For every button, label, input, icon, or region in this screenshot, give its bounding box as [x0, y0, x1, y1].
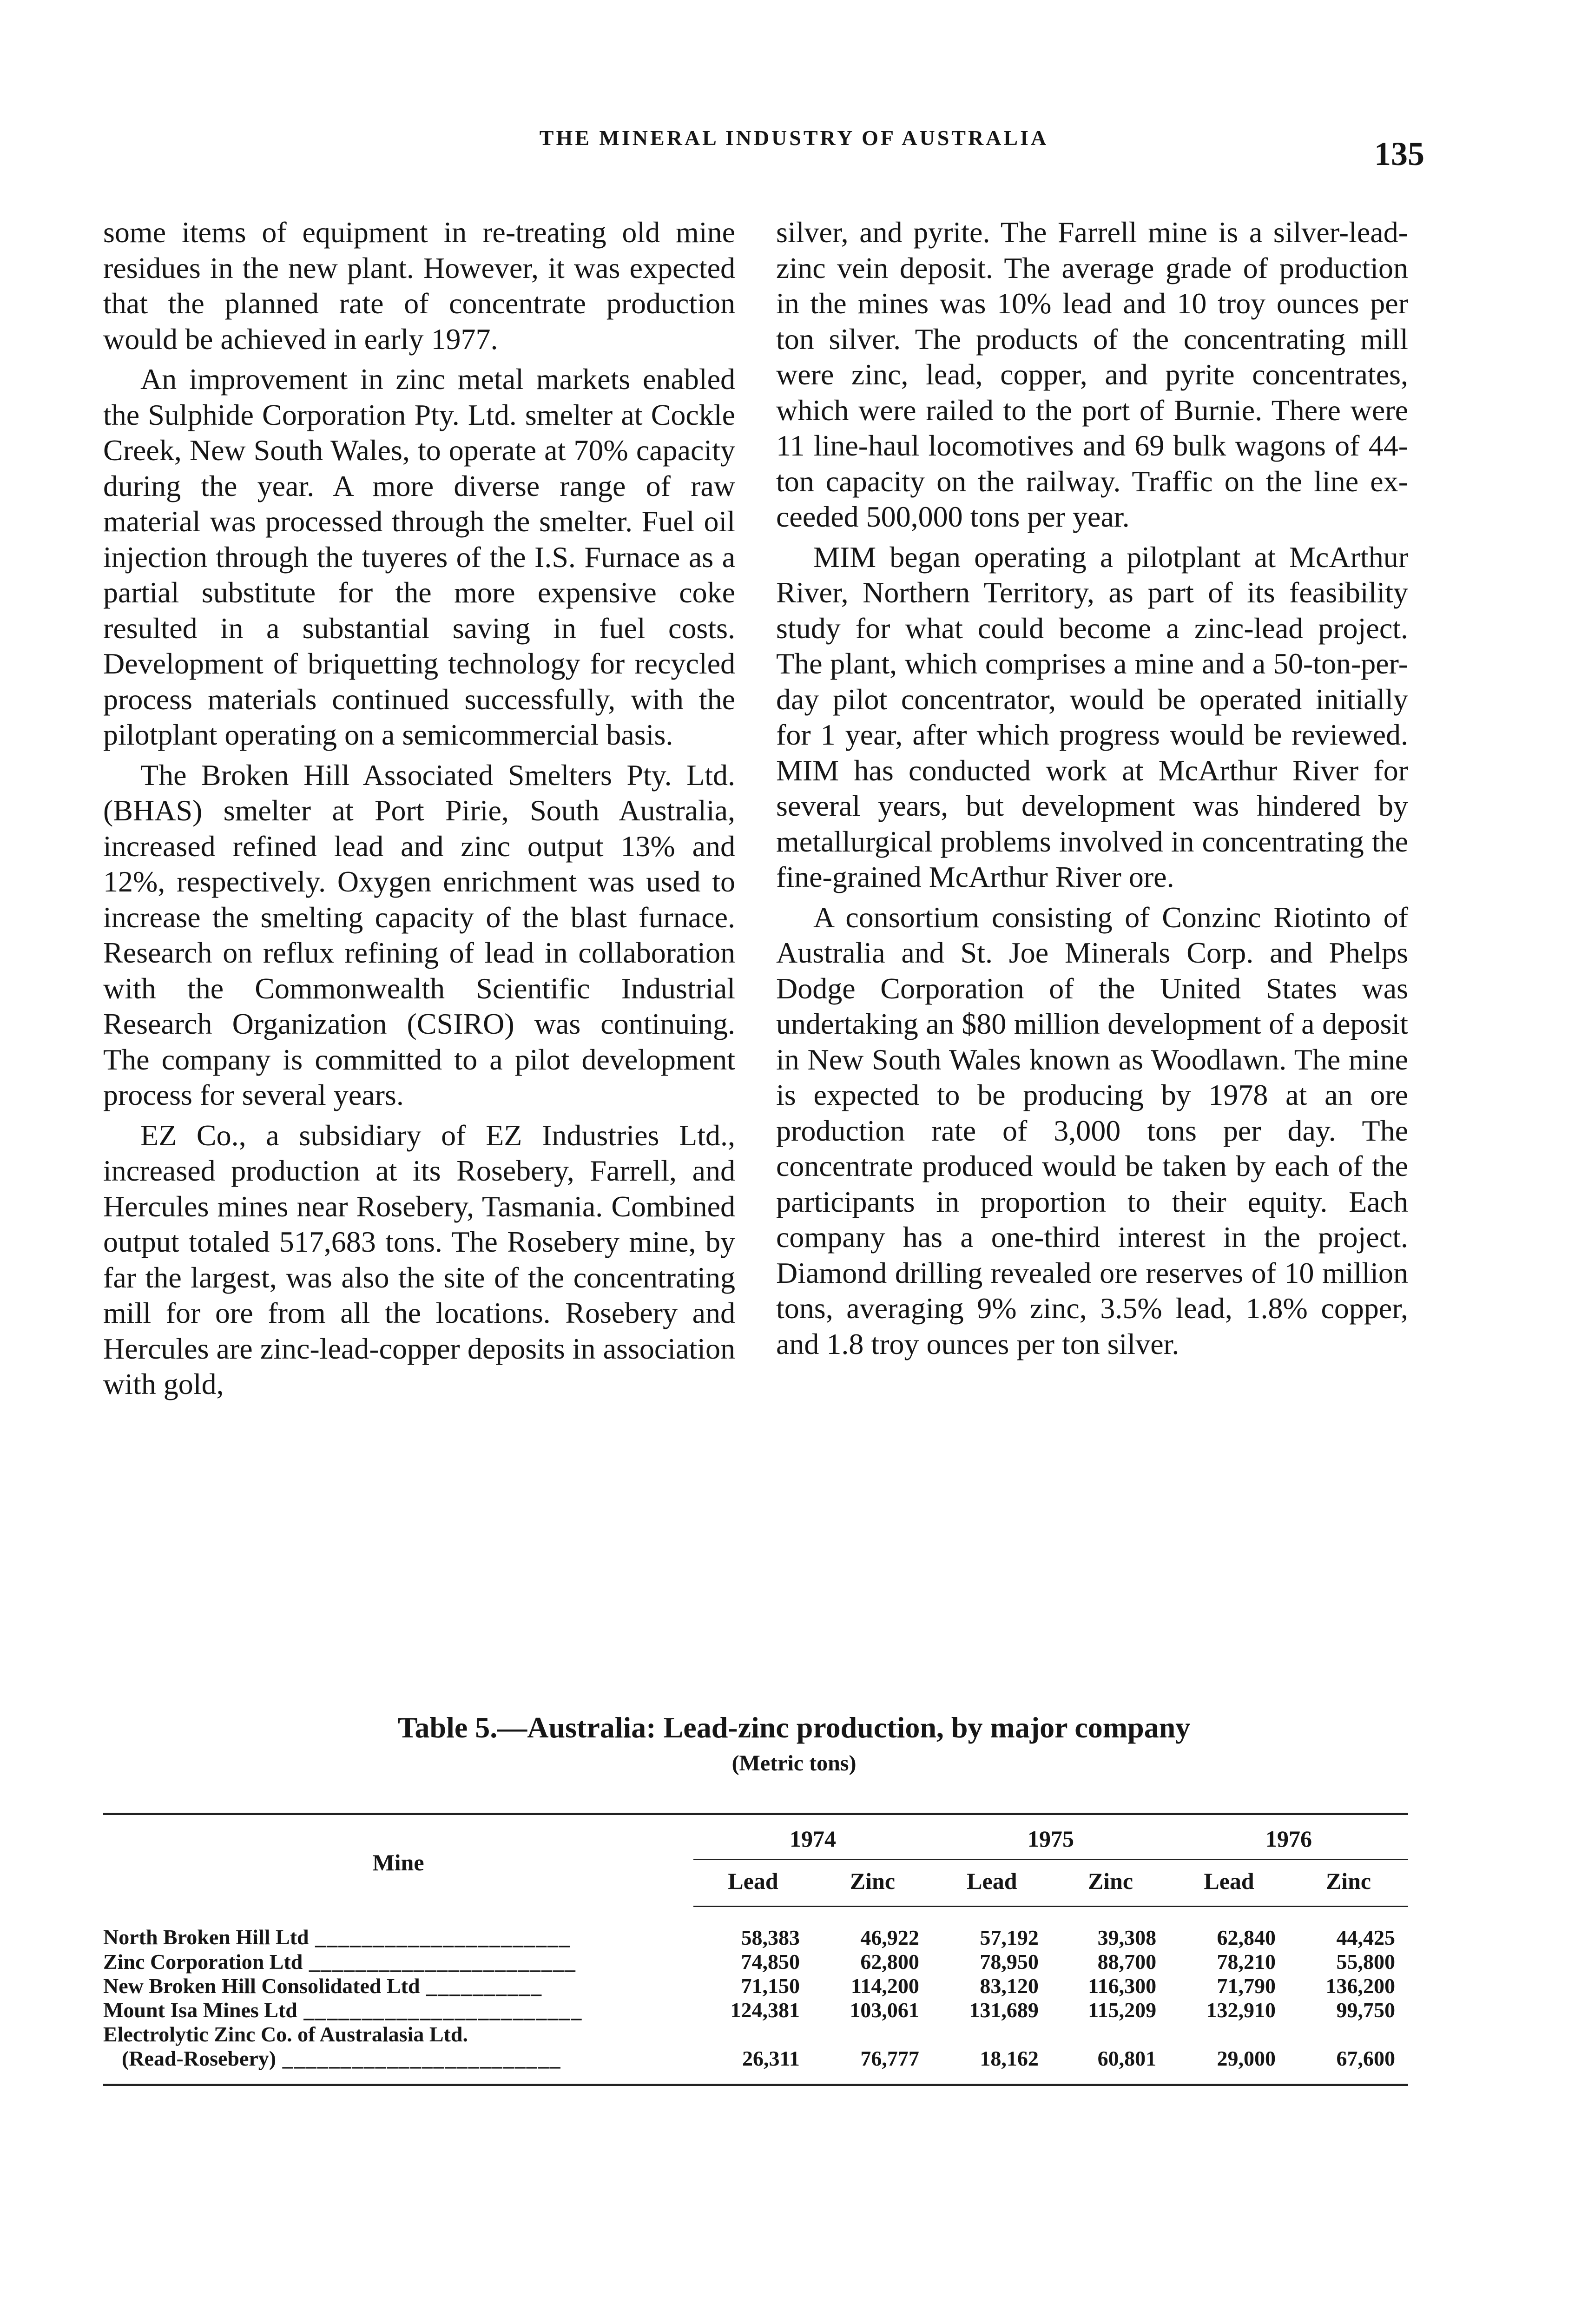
table-title: Table 5.—Australia: Lead-zinc production, by major company [397, 1711, 1191, 1744]
table-cell: 44,425 [1336, 1926, 1395, 1949]
table-row [103, 1907, 1408, 1950]
table-cell: 46,922 [860, 1926, 919, 1949]
running-head: THE MINERAL INDUSTRY OF AUSTRALIA [539, 126, 1049, 150]
subheader-zinc: Zinc [1289, 1860, 1408, 1907]
table-subtitle: (Metric tons) [731, 1751, 857, 1776]
body-text [103, 215, 1408, 1402]
table-cell: 136,200 [1325, 1974, 1395, 1998]
table-cell [813, 2022, 932, 2047]
paragraph: A consortium consisting of Conzinc Riotinto of Australia and St. Joe Minerals Corp. and Phelps Dodge Corporation of the United States was undertaking an $80 million development of a deposit in New South Wales known as Woodlawn. The mine is expected to be producing by 1978 at an ore production rate of 3,000 tons per day. The concentrate produced would be taken by each of the participants in proportion to their equity. Each company has a one-third interest in the project. Diamond drilling revealed ore reserves of 10 million tons, averaging 9% zinc, 3.5% lead, 1.8% copper, and 1.8 troy ounces per ton silver. [776, 900, 1408, 1360]
production-table [103, 1813, 1408, 2086]
table-cell: 26,311 [693, 2047, 813, 2085]
table-cell [1052, 2022, 1169, 2047]
table-row [103, 1998, 1408, 2022]
table-cell: 132,910 [1206, 1998, 1276, 2022]
table-cell: 76,777 [813, 2047, 932, 2085]
table-row [103, 1974, 1408, 1998]
table-cell: 78,950 [980, 1950, 1039, 1974]
mine-name: Electrolytic Zinc Co. of Australasia Ltd. [103, 2022, 468, 2046]
paragraph: EZ Co., a subsidiary of EZ Industries Ltd., increased production at its Rosebery, Farrell, and Hercules mines near Rosebery, Tasmania. Combined output totaled 517,683 tons. The Rosebery mine, by far the largest, was also the site of the concentrating mill for ore from all the locations. Rosebery and Hercules are zinc-lead-copper deposits in association with gold, [103, 1118, 735, 1400]
mine-name: North Broken Hill Ltd ______________________ [103, 1925, 571, 1949]
table-row [103, 2022, 1408, 2047]
paragraph: some items of equipment in re-treating old mine residues in the new plant. However, it was expected that the planned rate of concentrate production would be achieved in early 1977. [103, 216, 735, 356]
year-header-1975: 1975 [932, 1814, 1169, 1860]
table-cell: 55,800 [1336, 1950, 1395, 1974]
mine-column-header: Mine [103, 1814, 693, 1907]
table-cell: 18,162 [932, 2047, 1052, 2085]
table-cell: 131,689 [969, 1998, 1039, 2022]
table-cell: 103,061 [850, 1998, 919, 2022]
table-cell [1169, 2022, 1289, 2047]
mine-name: Mount Isa Mines Ltd ________________________ [103, 1998, 583, 2022]
table-cell: 71,790 [1217, 1974, 1276, 1998]
subheader-lead: Lead [693, 1860, 813, 1907]
table-cell: 116,300 [1088, 1974, 1157, 1998]
table-cell: 57,192 [980, 1926, 1039, 1949]
table-cell: 124,381 [730, 1998, 800, 2022]
year-header-1974: 1974 [693, 1814, 932, 1860]
table-cell: 62,800 [860, 1950, 919, 1974]
subheader-lead: Lead [1169, 1860, 1289, 1907]
table-cell [932, 2022, 1052, 2047]
subheader-zinc: Zinc [813, 1860, 932, 1907]
table-cell: 99,750 [1336, 1998, 1395, 2022]
table-cell: 114,200 [850, 1974, 919, 1998]
table-cell: 39,308 [1097, 1926, 1157, 1949]
table-cell: 60,801 [1052, 2047, 1169, 2085]
mine-name: (Read-Rosebery) ________________________ [103, 2047, 693, 2085]
table-cell: 29,000 [1169, 2047, 1289, 2085]
table-cell: 83,120 [980, 1974, 1039, 1998]
subheader-zinc: Zinc [1052, 1860, 1169, 1907]
table-cell [1289, 2022, 1408, 2047]
left-column [103, 215, 735, 1402]
mine-name: New Broken Hill Consolidated Ltd __________ [103, 1974, 543, 1998]
table-cell: 78,210 [1217, 1950, 1276, 1974]
page-number: 135 [1374, 135, 1424, 172]
paragraph: MIM began operating a pilotplant at McArthur River, Northern Territory, as part of its feasibility study for what could become a zinc-lead project. The plant, which comprises a mine and a 50-ton-per-day pilot concentrator, would be operated initially for 1 year, after which progress would be reviewed. MIM has conducted work at McArthur River for several years, but development was hindered by metallurgical problems involved in concentrating the fine-grained McArthur River ore. [776, 540, 1408, 893]
table-cell: 74,850 [741, 1950, 800, 1974]
lead-zinc-table [103, 1813, 1408, 2086]
paragraph: An improvement in zinc metal markets enabled the Sulphide Corporation Pty. Ltd. smelter at Cockle Creek, New South Wales, to operate at 70% capacity during the year. A more diverse range of raw material was processed through the smelter. Fuel oil injection through the tuyeres of the I.S. Furnace as a partial substitute for the more expensive coke resulted in a substantial saving in fuel costs. Development of briquetting technology for recycled process materials continued successfully, with the pilotplant operating on a semicommercial basis. [103, 363, 735, 751]
mine-name: Zinc Corporation Ltd _______________________ [103, 1950, 576, 1974]
table-cell: 115,209 [1088, 1998, 1157, 2022]
paragraph: silver, and pyrite. The Farrell mine is a silver-lead-zinc vein deposit. The average grade of production in the mines was 10% lead and 10 troy ounces per ton silver. The products of the concentrating mill were zinc, lead, copper, and pyrite concentrates, which were railed to the port of Burnie. There were 11 line-haul locomotives and 69 bulk wagons of 44-ton capacity on the railway. Traffic on the line exceeded 500,000 tons per year. [776, 216, 1408, 533]
subheader-lead: Lead [932, 1860, 1052, 1907]
table-cell: 88,700 [1097, 1950, 1157, 1974]
paragraph: The Broken Hill Associated Smelters Pty. Ltd. (BHAS) smelter at Port Pirie, South Australia, increased refined lead and zinc output 13% and 12%, respectively. Oxygen enrichment was used to increase the smelting capacity of the blast furnace. Research on reflux refining of lead in collaboration with the Commonwealth Scientific Industrial Research Organization (CSIRO) was continuing. The company is committed to a pilot development process for several years. [103, 758, 735, 1111]
table-cell [693, 2022, 813, 2047]
table-row [103, 1950, 1408, 1974]
year-header-1976: 1976 [1169, 1814, 1408, 1860]
table-cell: 67,600 [1289, 2047, 1408, 2085]
table-cell: 71,150 [741, 1974, 800, 1998]
table-row [103, 2047, 1408, 2085]
table-cell: 62,840 [1217, 1926, 1276, 1949]
table-cell: 58,383 [741, 1926, 800, 1949]
right-column [776, 215, 1408, 1402]
